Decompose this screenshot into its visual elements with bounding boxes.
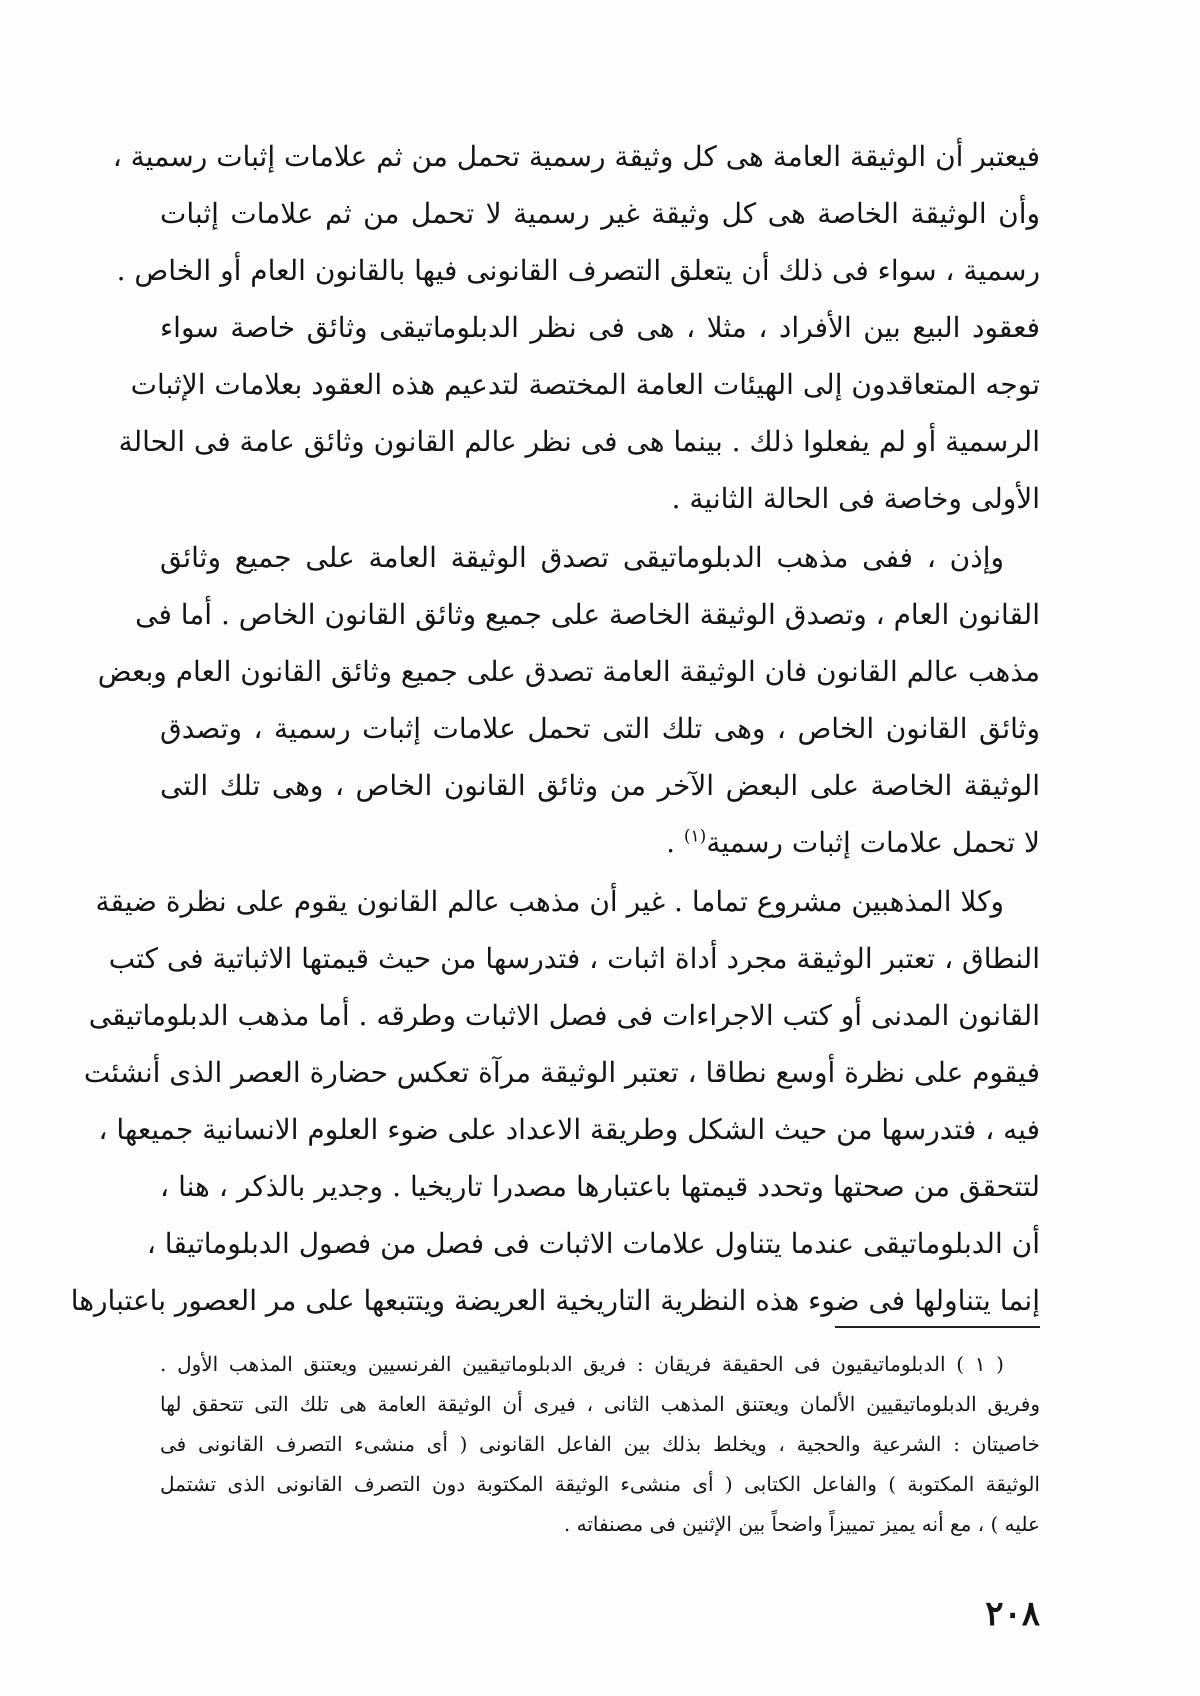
footnote-line: خاصيتان : الشرعية والحجية ، ويخلط بذلك بين الفاعل القانونى ( أى منشىء التصرف القانونى فى <box>160 1432 1040 1456</box>
text-line: لتتحقق من صحتها وتحدد قيمتها باعتبارها مصدرا تاريخيا . وجدير بالذكر ، هنا ، <box>160 1170 1040 1203</box>
text-line: الأولى وخاصة فى الحالة الثانية . <box>671 482 1040 515</box>
footnote-line: ( ١ ) الدبلوماتيقيون فى الحقيقة فريقان : فريق الدبلوماتيقيين الفرنسيين ويعتنق المذهب الأول . <box>160 1352 1004 1376</box>
text-line: توجه المتعاقدون إلى الهيئات العامة المختصة لتدعيم هذه العقود بعلامات الإثبات <box>130 368 1040 401</box>
paragraph-1 <box>112 128 1040 527</box>
text-line-last <box>160 814 1040 871</box>
footnote-line: الوثيقة المكتوبة ) والفاعل الكتابى ( أى منشىء الوثيقة المكتوبة دون التصرف القانونى الذى تشتمل <box>160 1472 1040 1496</box>
text-line: مذهب عالم القانون فان الوثيقة العامة تصدق على جميع وثائق القانون العام وبعض <box>97 655 1040 688</box>
text-line: الرسمية أو لم يفعلوا ذلك . بينما هى فى نظر عالم القانون وثائق عامة فى الحالة <box>118 425 1040 458</box>
footnote-divider <box>835 1326 1040 1328</box>
text-line: الوثيقة الخاصة على البعض الآخر من وثائق القانون الخاص ، وهى تلك التى <box>160 769 1040 802</box>
text-line-body: لا تحمل علامات إثبات رسمية <box>706 826 1040 859</box>
text-line: وإذن ، ففى مذهب الدبلوماتيقى تصدق الوثيقة العامة على جميع وثائق <box>160 541 1004 574</box>
text-line: أن الدبلوماتيقى عندما يتناول علامات الاثبات فى فصل من فصول الدبلوماتيقا ، <box>146 1227 1040 1260</box>
footnote-section <box>160 1344 1040 1544</box>
text-line: وثائق القانون الخاص ، وهى تلك التى تحمل علامات إثبات رسمية ، وتصدق <box>160 712 1040 745</box>
text-line: وكلا المذهبين مشروع تماما . غير أن مذهب عالم القانون يقوم على نظرة ضيقة <box>95 885 1004 918</box>
footnote-line: عليه ) ، مع أنه يميز تمييزاً واضحاً بين الإثنين فى مصنفاته . <box>563 1512 1040 1536</box>
text-line: رسمية ، سواء فى ذلك أن يتعلق التصرف القانونى فيها بالقانون العام أو الخاص . <box>116 254 1040 287</box>
text-line: القانون العام ، وتصدق الوثيقة الخاصة على جميع وثائق القانون الخاص . أما فى <box>135 598 1040 631</box>
footnote-line: وفريق الدبلوماتيقيين الألمان ويعتنق المذهب الثانى ، فيرى أن الوثيقة العامة هى تلك التى تتحقق لها <box>160 1392 1040 1416</box>
paragraph-2 <box>97 529 1040 871</box>
paragraph-3 <box>70 873 1040 1329</box>
text-line-end: . <box>666 826 684 859</box>
text-line: فيقوم على نظرة أوسع نطاقا ، تعتبر الوثيقة مرآة تعكس حضارة العصر الذى أنشئت <box>83 1056 1040 1089</box>
footnote-reference[interactable]: (١) <box>683 826 707 847</box>
text-line: وأن الوثيقة الخاصة هى كل وثيقة غير رسمية لا تحمل من ثم علامات إثبات <box>160 197 1040 230</box>
text-line: النطاق ، تعتبر الوثيقة مجرد أداة اثبات ، فتدرسها من حيث قيمتها الاثباتية فى كتب <box>108 942 1040 975</box>
text-line: القانون المدنى أو كتب الاجراءات فى فصل الاثبات وطرقه . أما مذهب الدبلوماتيقى <box>88 999 1040 1032</box>
text-line: فعقود البيع بين الأفراد ، مثلا ، هى فى نظر الدبلوماتيقى وثائق خاصة سواء <box>160 311 1040 344</box>
page-number: ٢٠٨ <box>985 1594 1040 1634</box>
text-line: إنما يتناولها فى ضوء هذه النظرية التاريخية العريضة ويتتبعها على مر العصور باعتبارها <box>70 1284 1040 1317</box>
text-line: فيعتبر أن الوثيقة العامة هى كل وثيقة رسمية تحمل من ثم علامات إثبات رسمية ، <box>112 140 1040 173</box>
text-line: فيه ، فتدرسها من حيث الشكل وطريقة الاعداد على ضوء العلوم الانسانية جميعها ، <box>98 1113 1040 1146</box>
